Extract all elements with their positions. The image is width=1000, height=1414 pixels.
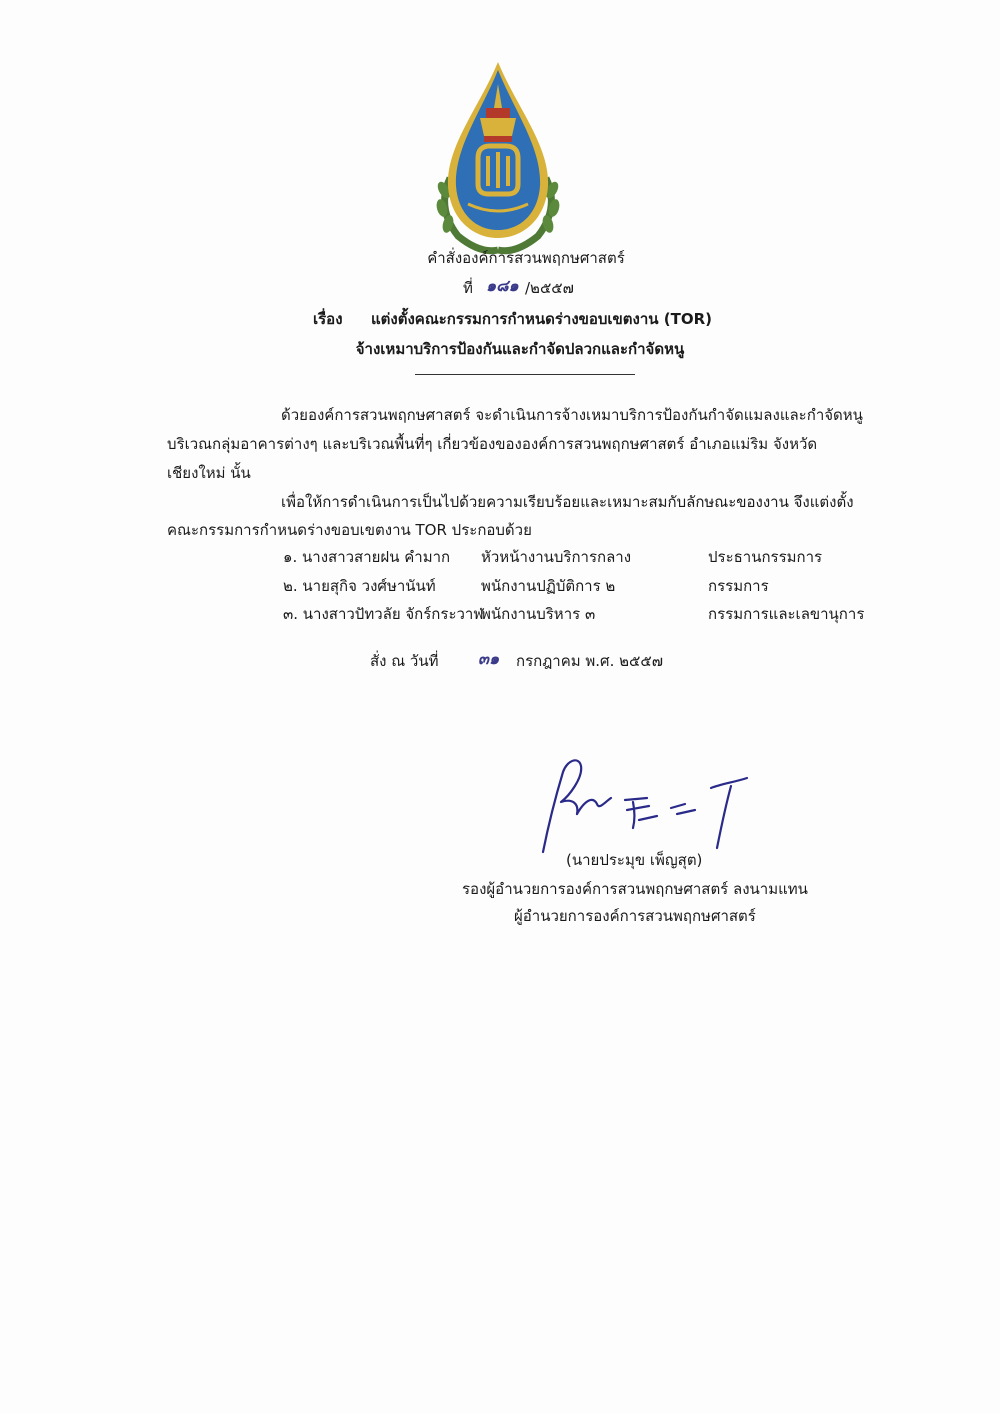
paragraph-1-line-2: บริเวณกลุ่มอาคารต่างๆ และบริเวณพื้นที่ๆ เกี่ยวข้องขององค์การสวนพฤกษศาสตร์ อำเภอแม่ริม จังหวัด <box>167 435 818 453</box>
order-number-year: /๒๕๕๗ <box>525 279 574 297</box>
member-role: ประธานกรรมการ <box>708 548 823 566</box>
paragraph-2-line-2: คณะกรรมการกำหนดร่างขอบเขตงาน TOR ประกอบด้วย <box>167 521 532 539</box>
date-day: ๓๑ <box>478 649 500 668</box>
date-prefix: สั่ง ณ วันที่ <box>370 652 439 670</box>
subject-line-2: จ้างเหมาบริการป้องกันและกำจัดปลวกและกำจัดหนู <box>355 340 685 358</box>
header-divider <box>415 374 635 375</box>
order-title: คำสั่งองค์การสวนพฤกษศาสตร์ <box>427 249 625 267</box>
member-name: ๒. นายสุกิจ วงศ์ษานันท์ <box>283 577 436 595</box>
signatory-title-line-2: ผู้อำนวยการองค์การสวนพฤกษศาสตร์ <box>514 907 756 925</box>
member-role: กรรมการและเลขานุการ <box>708 605 865 623</box>
member-position: พนักงานปฏิบัติการ ๒ <box>481 577 616 595</box>
paragraph-1-line-3: เชียงใหม่ นั้น <box>167 464 251 482</box>
order-number-value: ๑๘๑ <box>486 276 519 295</box>
signatory-title-line-1: รองผู้อำนวยการองค์การสวนพฤกษศาสตร์ ลงนามแทน <box>462 880 808 898</box>
handwritten-signature <box>535 752 765 857</box>
subject-label: เรื่อง <box>313 310 343 328</box>
signatory-name: (นายประมุข เพ็ญสุต) <box>566 851 703 869</box>
organization-emblem-logo <box>428 58 568 256</box>
subject-line-1: แต่งตั้งคณะกรรมการกำหนดร่างขอบเขตงาน (TOR) <box>371 310 713 328</box>
paragraph-2-line-1: เพื่อให้การดำเนินการเป็นไปด้วยความเรียบร้อยและเหมาะสมกับลักษณะของงาน จึงแต่งตั้ง <box>281 493 854 511</box>
order-number-label: ที่ <box>463 279 473 297</box>
member-position: หัวหน้างานบริการกลาง <box>481 548 632 566</box>
member-name: ๓. นางสาวปัทวลัย จักร์กระวาฬ <box>283 605 484 623</box>
member-position: พนักงานบริหาร ๓ <box>481 605 596 623</box>
date-month-year: กรกฎาคม พ.ศ. ๒๕๕๗ <box>516 652 663 670</box>
member-name: ๑. นางสาวสายฝน คำมาก <box>283 548 451 566</box>
member-role: กรรมการ <box>708 577 769 595</box>
paragraph-1-line-1: ด้วยองค์การสวนพฤกษศาสตร์ จะดำเนินการจ้างเหมาบริการป้องกันกำจัดแมลงและกำจัดหนู <box>281 406 863 424</box>
